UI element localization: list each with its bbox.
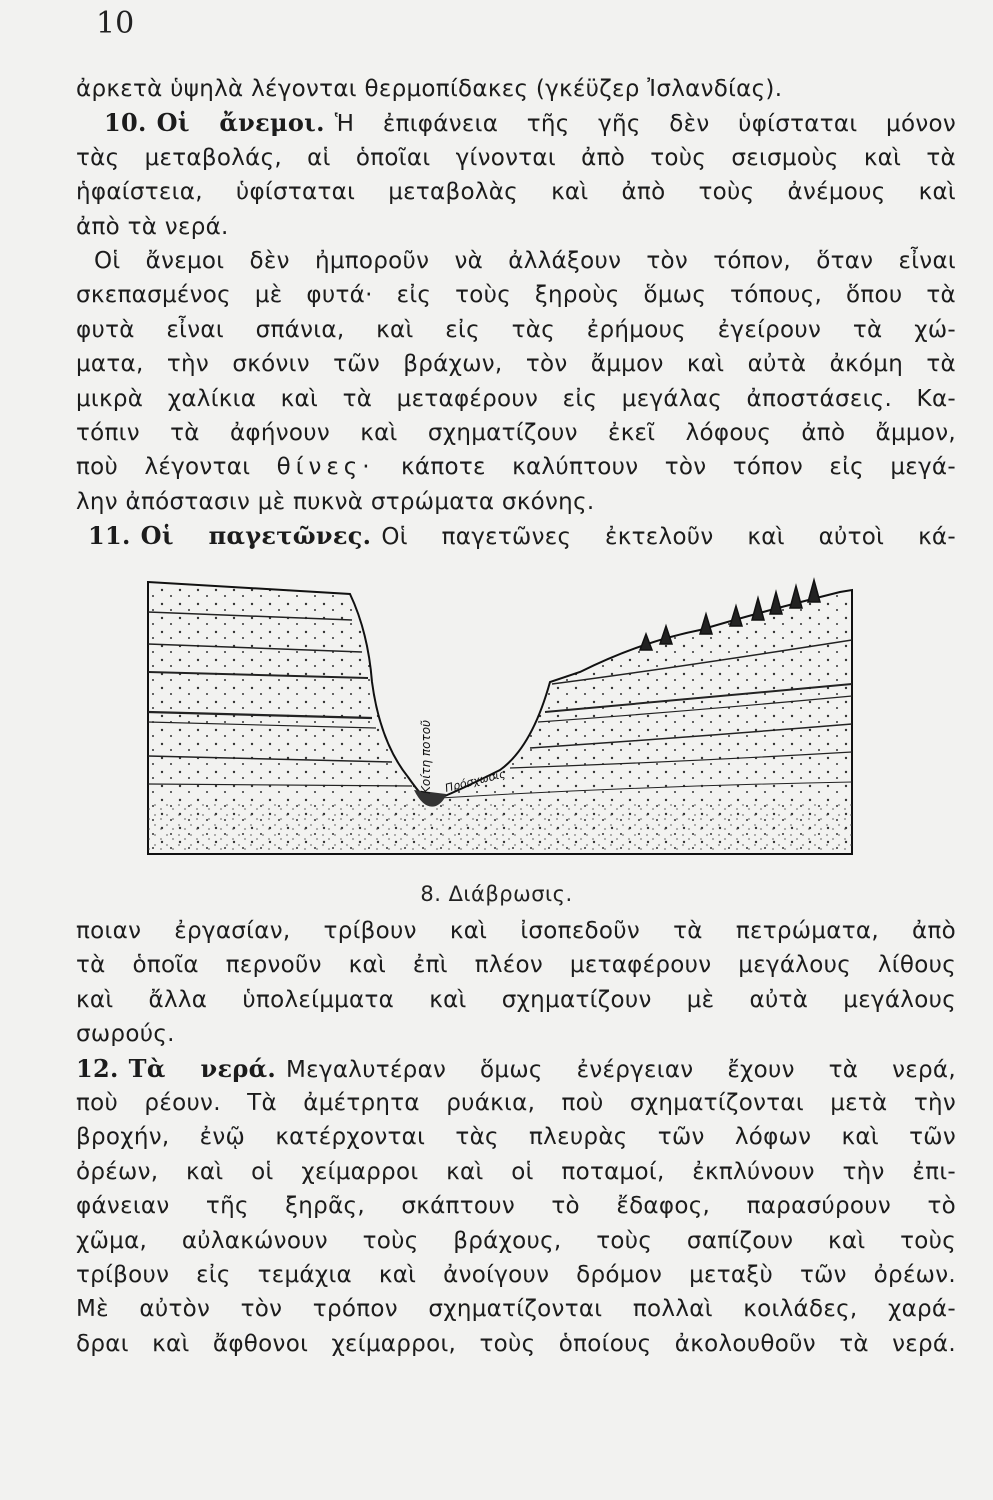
section-heading: Τὰ νερά. [128,1053,277,1083]
text-line: καὶ ἄλλα ὑπολείμματα καὶ σχηματίζουν μὲ αὐτὰ μεγάλους [76,986,956,1013]
text-line: τὰς μεταβολάς, αἱ ὁποῖαι γίνονται ἀπὸ τοὺς σεισμοὺς καὶ τὰ [76,144,956,171]
text-line: φάνειαν τῆς ξηρᾶς, σκάπτουν τὸ ἔδαφος, παρασύρουν τὸ [76,1193,956,1220]
label-river-bed: Κοίτη ποτοῦ [419,720,433,794]
section-heading: Οἱ ἄνεμοι. [156,108,325,138]
section-number: 11. [88,521,131,551]
text-line: ἀρκετὰ ὑψηλὰ λέγονται θερμοπίδακες (γκέϋζερ Ἰσλανδίας). [76,76,783,102]
text-line: ματα, τὴν σκόνιν τῶν βράχων, τὸν ἄμμον καὶ αὐτὰ ἀκόμη τὰ [76,351,956,378]
text-span: κάποτε καλύπτουν τὸν τόπον εἰς μεγά- [401,454,956,481]
text-line: βροχήν, ἐνῷ κατέρχονται τὰς πλευρὰς τῶν λόφων καὶ τῶν [76,1124,956,1151]
text-line: λην ἀπόστασιν μὲ πυκνὰ στρώματα σκόνης. [76,488,595,515]
section-number: 10. [104,108,147,138]
text-line: Οἱ ἄνεμοι δὲν ἠμποροῦν νὰ ἀλλάξουν τὸν τόπον, ὅταν εἶναι [94,247,956,274]
text-span: Μεγαλυτέραν ὅμως ἐνέργειαν ἔχουν τὰ νερά, [286,1056,956,1083]
text-line: σκεπασμένος μὲ φυτά· εἰς τοὺς ξηροὺς ὅμως τόπους, ὅπου τὰ [76,282,956,309]
text-line: ποὺ ρέουν. Τὰ ἀμέτρητα ρυάκια, ποὺ σχηματίζονται μετὰ τὴν [76,1089,956,1116]
text-line: σωρούς. [76,1021,175,1048]
text-line: μικρὰ χαλίκια καὶ τὰ μεταφέρουν εἰς μεγάλας ἀποστάσεις. Κα- [76,385,956,412]
text-line: ἀπὸ τὰ νερά. [76,213,229,240]
text-line: ὀρέων, καὶ οἱ χείμαρροι καὶ οἱ ποταμοί, ἐκπλύνουν τὴν ἐπι- [76,1158,956,1185]
section-heading: Οἱ παγετῶνες. [140,521,372,551]
text-line: τὰ ὁποῖα περνοῦν καὶ ἐπὶ πλέον μεταφέρουν μεγάλους λίθους [76,952,956,979]
text-line [76,450,956,484]
text-line: ἡφαίστεια, ὑφίσταται μεταβολὰς καὶ ἀπὸ τοὺς ἀνέμους καὶ [76,179,956,206]
text-line: τόπιν τὰ ἀφήνουν καὶ σχηματίζουν ἐκεῖ λόφους ἀπὸ ἄμμον, [76,419,956,446]
text-line: δραι καὶ ἄφθονοι χείμαρροι, τοὺς ὁποίους ἀκολουθοῦν τὰ νερά. [76,1330,956,1357]
section-number: 12. [76,1053,119,1083]
figure-caption: 8. Διάβρωσις. [420,882,573,906]
text-line: Μὲ αὐτὸν τὸν τρόπον σχηματίζονται πολλαὶ κοιλάδες, χαρά- [76,1296,956,1323]
text-line: φυτὰ εἶναι σπάνια, καὶ εἰς τὰς ἐρήμους ἐγείρουν τὰ χώ- [76,316,956,343]
text-span: ποὺ λέγονται [76,454,251,481]
text-line [76,519,956,553]
text-block-bottom [76,914,956,1361]
term-thines: θίνες· [276,454,375,481]
text-line [76,106,956,140]
erosion-figure [140,572,860,884]
text-block-top [76,72,956,553]
text-line [76,1052,956,1086]
label-alluvium: Πρόσχωσις [443,767,507,795]
page-number: 10 [96,6,135,41]
text-line: ποιαν ἐργασίαν, τρίβουν καὶ ἰσοπεδοῦν τὰ πετρώματα, ἀπὸ [76,918,956,944]
text-line: χῶμα, αὐλακώνουν τοὺς βράχους, τοὺς σαπίζουν καὶ τοὺς [76,1227,956,1254]
text-span: Οἱ παγετῶνες ἐκτελοῦν καὶ αὐτοὶ κά- [381,524,956,551]
text-span: Ἡ ἐπιφάνεια τῆς γῆς δὲν ὑφίσταται μόνον [334,111,956,138]
text-line: τρίβουν εἰς τεμάχια καὶ ἀνοίγουν δρόμον μεταξὺ τῶν ὀρέων. [76,1261,956,1288]
